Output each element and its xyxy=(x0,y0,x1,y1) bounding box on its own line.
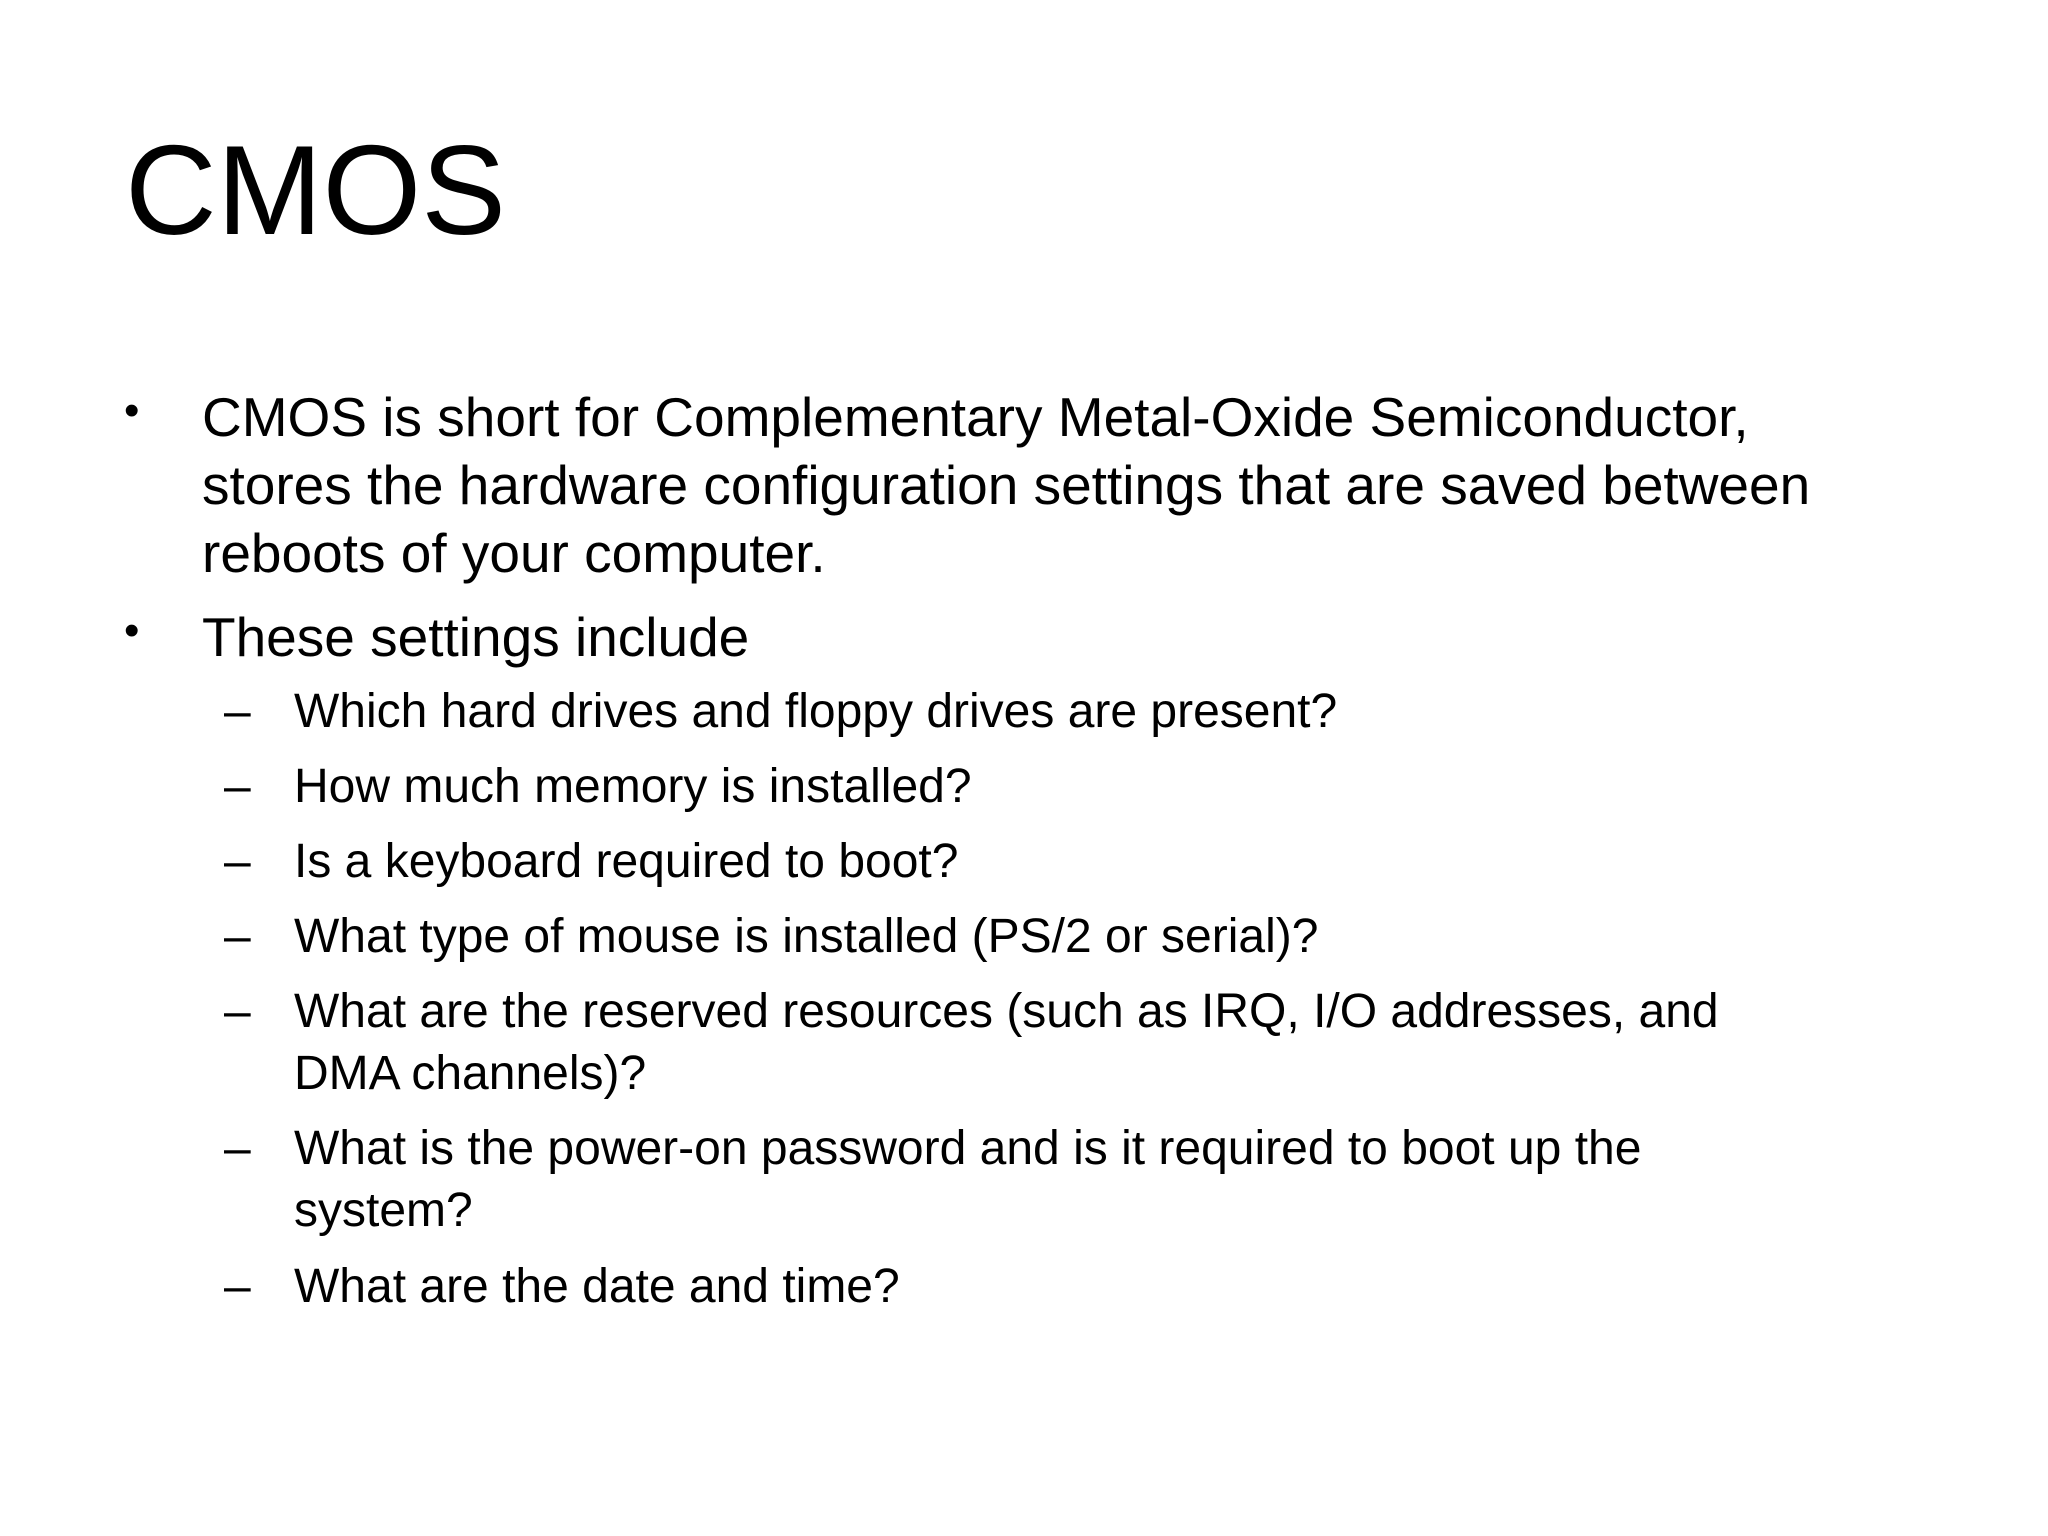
dash-marker: – xyxy=(224,760,251,813)
dash-marker: – xyxy=(224,985,251,1038)
sub-item-line: What type of mouse is installed (PS/2 or serial)? xyxy=(294,910,1319,963)
sub-item-line: system? xyxy=(294,1184,473,1237)
sub-item-line: Which hard drives and floppy drives are present? xyxy=(294,685,1338,738)
bullet-text xyxy=(202,603,2022,671)
bullet-line: stores the hardware configuration settings that are saved between xyxy=(202,454,1811,516)
sub-item-line: What is the power-on password and is it required to boot up the xyxy=(294,1122,1642,1175)
sub-item-line: What are the date and time? xyxy=(294,1260,900,1313)
sub-item-text xyxy=(294,681,1914,743)
dash-marker: – xyxy=(224,1122,251,1175)
bullet-marker: • xyxy=(124,606,140,655)
sub-item-text xyxy=(294,1256,1914,1318)
sub-item-line: How much memory is installed? xyxy=(294,760,972,813)
sub-item-text xyxy=(294,756,1914,818)
dash-marker: – xyxy=(224,1260,251,1313)
dash-marker: – xyxy=(224,910,251,963)
sub-item-text xyxy=(294,1118,1914,1242)
sub-item-line: Is a keyboard required to boot? xyxy=(294,835,959,888)
slide-title: CMOS xyxy=(125,119,506,261)
sub-item-line: What are the reserved resources (such as IRQ, I/O addresses, and xyxy=(294,985,1719,1038)
sub-item-text xyxy=(294,831,1914,893)
bullet-line: These settings include xyxy=(202,606,750,668)
bullet-marker: • xyxy=(124,386,140,435)
dash-marker: – xyxy=(224,835,251,888)
sub-item-text xyxy=(294,906,1914,968)
bullet-text xyxy=(202,383,2022,587)
bullet-line: CMOS is short for Complementary Metal-Oxide Semiconductor, xyxy=(202,386,1749,448)
dash-marker: – xyxy=(224,685,251,738)
sub-item-line: DMA channels)? xyxy=(294,1047,647,1100)
sub-item-text xyxy=(294,981,1914,1105)
bullet-line: reboots of your computer. xyxy=(202,522,826,584)
